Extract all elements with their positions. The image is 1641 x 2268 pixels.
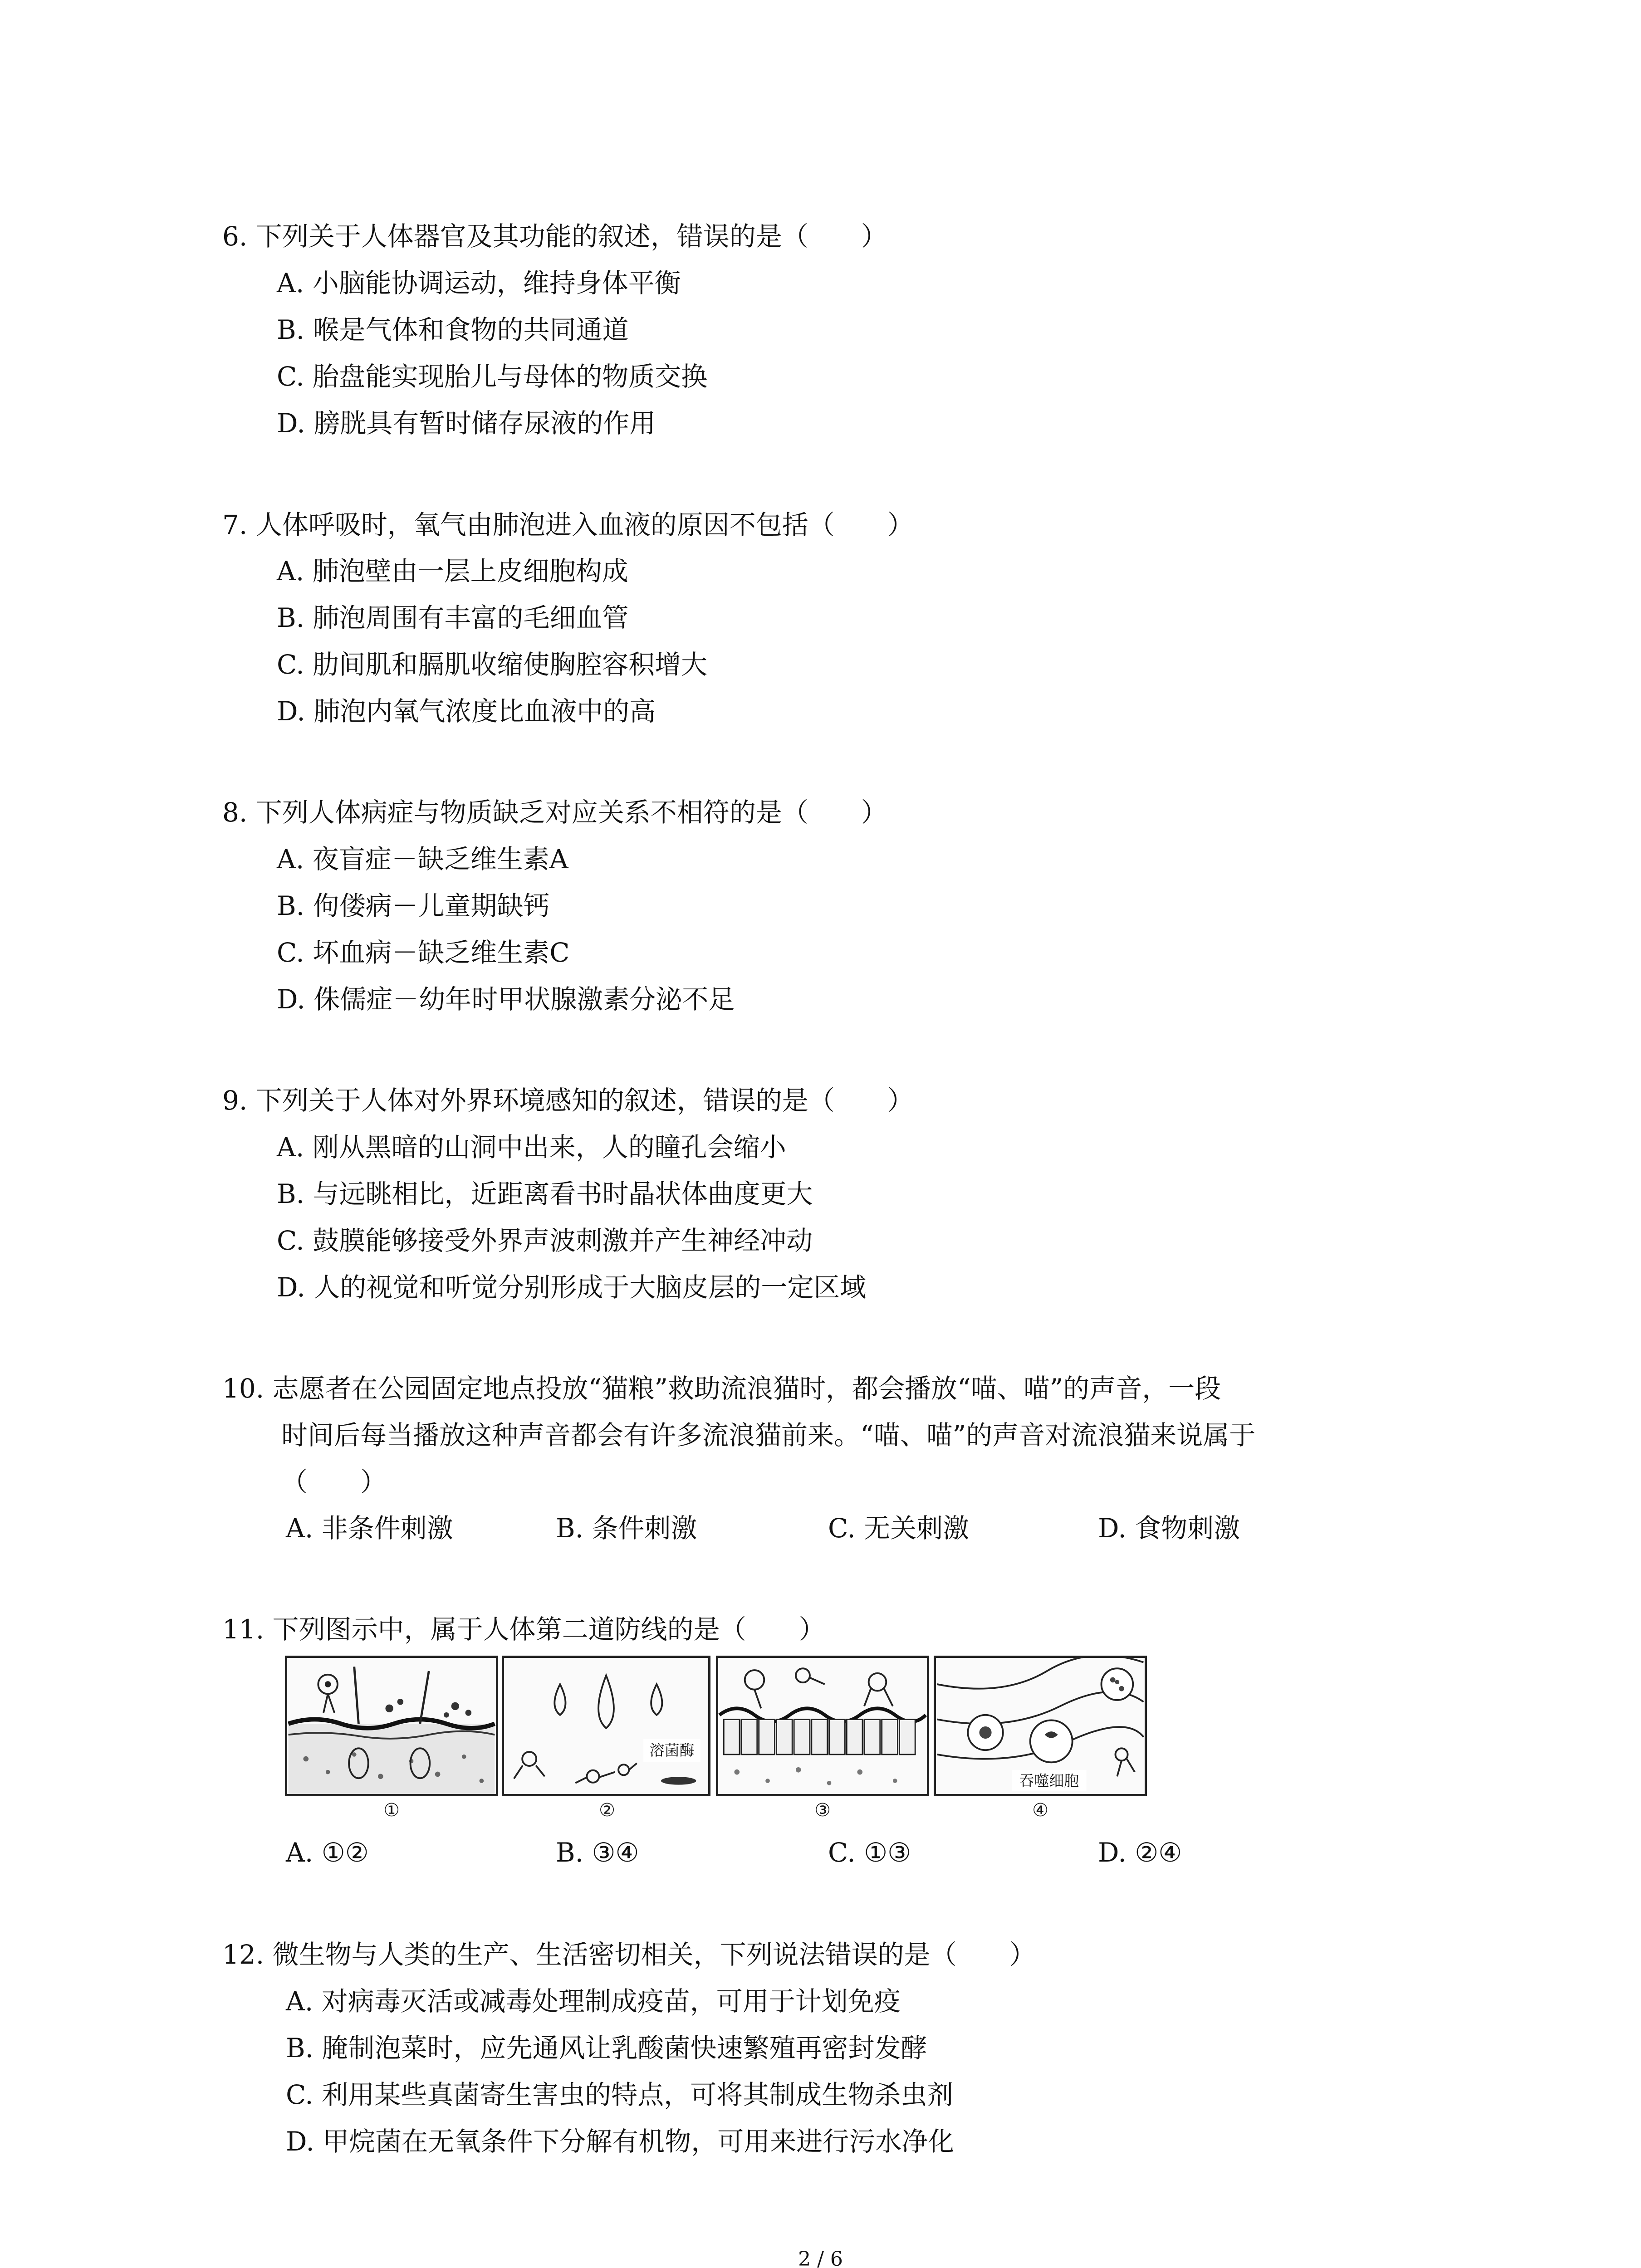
question-10-option-c[interactable]: C. 无关刺激 — [828, 1513, 970, 1544]
panel-number-3: ③ — [814, 1800, 831, 1821]
panel-number-2: ② — [599, 1800, 615, 1821]
phagocyte-label — [1012, 1770, 1087, 1791]
question-12-option-a[interactable]: A. 对病毒灭活或减毒处理制成疫苗，可用于计划免疫 — [286, 1986, 901, 2017]
question-6-option-d[interactable]: D. 膀胱具有暂时储存尿液的作用 — [277, 408, 656, 439]
question-9-option-d[interactable]: D. 人的视觉和听觉分别形成于大脑皮层的一定区域 — [277, 1272, 867, 1303]
question-6-option-c[interactable]: C. 胎盘能实现胎儿与母体的物质交换 — [277, 361, 708, 392]
figure-panel-mucosa — [716, 1656, 929, 1796]
question-10-stem-line-2: 时间后每当播放这种声音都会有许多流浪猫前来。“喵、喵”的声音对流浪猫来说属于 — [281, 1420, 1256, 1451]
svg-text:溶菌酶: 溶菌酶 — [649, 1741, 695, 1759]
mucosa-illustration — [718, 1658, 927, 1794]
question-10-option-b[interactable]: B. 条件刺激 — [556, 1513, 697, 1544]
page-number: 2 / 6 — [798, 2248, 843, 2268]
question-6-option-b[interactable]: B. 喉是气体和食物的共同通道 — [277, 314, 629, 345]
question-11-stem: 11. 下列图示中，属于人体第二道防线的是（ ） — [222, 1614, 825, 1645]
panel-number-4: ④ — [1032, 1800, 1048, 1821]
question-7-option-c[interactable]: C. 肋间肌和膈肌收缩使胸腔容积增大 — [277, 649, 708, 680]
question-8-option-d[interactable]: D. 侏儒症－幼年时甲状腺激素分泌不足 — [277, 984, 735, 1015]
question-6-stem: 6. 下列关于人体器官及其功能的叙述，错误的是（ ） — [222, 221, 887, 252]
question-11-option-d[interactable]: D. ②④ — [1098, 1837, 1182, 1868]
phagocyte-illustration — [936, 1658, 1145, 1794]
question-9-stem: 9. 下列关于人体对外界环境感知的叙述，错误的是（ ） — [222, 1085, 914, 1116]
question-11-option-c[interactable]: C. ①③ — [828, 1837, 911, 1868]
figure-panel-phagocyte — [934, 1656, 1147, 1796]
skin-illustration — [287, 1658, 496, 1794]
question-12-option-c[interactable]: C. 利用某些真菌寄生害虫的特点，可将其制成生物杀虫剂 — [286, 2079, 954, 2110]
question-12-option-b[interactable]: B. 腌制泡菜时，应先通风让乳酸菌快速繁殖再密封发酵 — [286, 2033, 927, 2063]
question-10-option-a[interactable]: A. 非条件刺激 — [286, 1513, 453, 1544]
question-11-option-b[interactable]: B. ③④ — [556, 1837, 639, 1868]
question-10-option-d[interactable]: D. 食物刺激 — [1098, 1513, 1240, 1544]
question-7-option-a[interactable]: A. 肺泡壁由一层上皮细胞构成 — [277, 556, 628, 587]
question-6-option-a[interactable]: A. 小脑能协调运动，维持身体平衡 — [277, 268, 681, 298]
question-9-option-c[interactable]: C. 鼓膜能够接受外界声波刺激并产生神经冲动 — [277, 1225, 813, 1256]
question-8-option-c[interactable]: C. 坏血病－缺乏维生素C — [277, 937, 570, 968]
figure-panel-lysozyme — [502, 1656, 710, 1796]
defense-line-figure — [285, 1656, 1156, 1821]
question-12-stem: 12. 微生物与人类的生产、生活密切相关，下列说法错误的是（ ） — [222, 1939, 1036, 1970]
question-9-option-a[interactable]: A. 刚从黑暗的山洞中出来，人的瞳孔会缩小 — [277, 1132, 786, 1163]
lysozyme-label — [643, 1739, 700, 1762]
question-8-stem: 8. 下列人体病症与物质缺乏对应关系不相符的是（ ） — [222, 797, 887, 828]
question-9-option-b[interactable]: B. 与远眺相比，近距离看书时晶状体曲度更大 — [277, 1178, 813, 1209]
question-8-option-b[interactable]: B. 佝偻病－儿童期缺钙 — [277, 890, 550, 921]
svg-text:吞噬细胞: 吞噬细胞 — [1019, 1772, 1079, 1790]
question-7-option-d[interactable]: D. 肺泡内氧气浓度比血液中的高 — [277, 696, 656, 727]
question-12-option-d[interactable]: D. 甲烷菌在无氧条件下分解有机物，可用来进行污水净化 — [286, 2126, 955, 2157]
question-7-stem: 7. 人体呼吸时，氧气由肺泡进入血液的原因不包括（ ） — [222, 509, 914, 540]
question-10-answer-blank: （ ） — [281, 1466, 387, 1497]
panel-number-1: ① — [383, 1800, 400, 1821]
figure-panel-skin — [285, 1656, 498, 1796]
question-10-stem-line-1: 10. 志愿者在公园固定地点投放“猫粮”救助流浪猫时，都会播放“喵、喵”的声音，一段 — [222, 1373, 1221, 1404]
lysozyme-illustration — [504, 1658, 708, 1794]
question-8-option-a[interactable]: A. 夜盲症－缺乏维生素A — [277, 844, 568, 875]
question-7-option-b[interactable]: B. 肺泡周围有丰富的毛细血管 — [277, 602, 629, 633]
question-11-option-a[interactable]: A. ①② — [286, 1837, 369, 1868]
